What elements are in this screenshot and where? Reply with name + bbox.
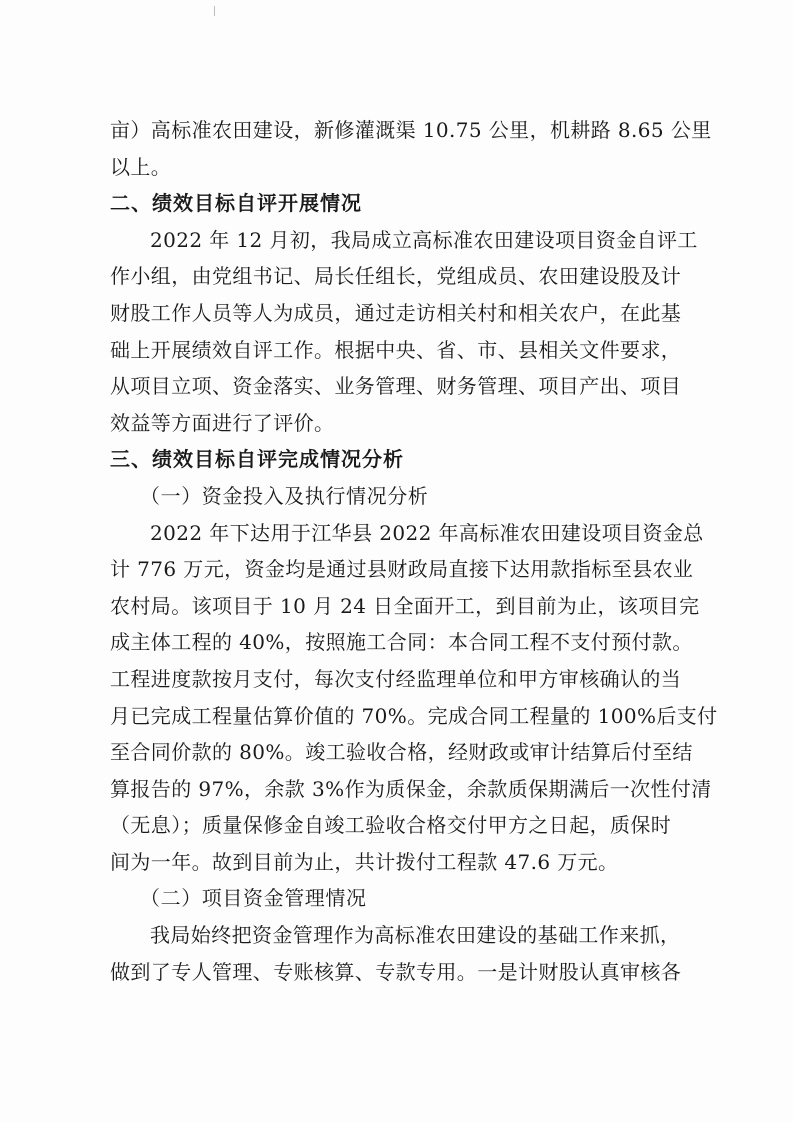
paragraph-funding-analysis [110, 515, 718, 881]
text-line: 农村局。该项目于 10 月 24 日全面开工，到目前为止，该项目完 [110, 593, 700, 618]
text-line: 计 776 万元，资金均是通过县财政局直接下达用款指标至县农业 [110, 557, 694, 582]
text-line: 2022 年 12 月初，我局成立高标准农田建设项目资金自评工 [150, 227, 698, 252]
text-line: 础上开展绩效自评工作。根据中央、省、市、县相关文件要求， [110, 337, 682, 362]
text-line: 月已完成工程量估算价值的 70%。完成合同工程量的 100%后支付 [110, 703, 718, 728]
text-line: （无息）；质量保修金自竣工验收合格交付甲方之日起，质保时 [110, 813, 672, 838]
text-line: 亩）高标准农田建设，新修灌溉渠 10.75 公里，机耕路 8.65 公里 [110, 118, 712, 142]
text-line: 我局始终把资金管理作为高标准农田建设的基础工作来抓， [150, 923, 681, 948]
text-line: 以上。 [110, 154, 172, 179]
text-line: 效益等方面进行了评价。 [110, 410, 335, 435]
scan-mark [214, 6, 215, 16]
text-line: 财股工作人员等人为成员，通过走访相关村和相关农户，在此基 [110, 300, 682, 325]
section-heading-3: 三、绩效目标自评完成情况分析 [110, 447, 404, 472]
text-line: 至合同价款的 80%。竣工验收合格，经财政或审计结算后付至结 [110, 740, 693, 765]
text-line: 做到了专人管理、专账核算、专款专用。一是计财股认真审核各 [110, 959, 682, 984]
text-line: 2022 年下达用于江华县 2022 年高标准农田建设项目资金总 [150, 520, 704, 545]
text-line: 从项目立项、资金落实、业务管理、财务管理、项目产出、项目 [110, 374, 682, 399]
document-body [110, 112, 718, 990]
paragraph-self-evaluation [110, 222, 698, 442]
section-heading-2: 二、绩效目标自评开展情况 [110, 191, 362, 216]
text-line: 工程进度款按月支付，每次支付经监理单位和甲方审核确认的当 [110, 666, 682, 691]
subsection-heading-2: （二）项目资金管理情况 [140, 886, 367, 911]
paragraph-fund-management [110, 917, 680, 990]
paragraph-continuation [110, 112, 712, 185]
text-line: 作小组，由党组书记、局长任组长，党组成员、农田建设股及计 [110, 264, 682, 289]
subsection-heading-1: （一）资金投入及执行情况分析 [140, 483, 429, 508]
text-line: 间为一年。故到目前为止，共计拨付工程款 47.6 万元。 [110, 849, 619, 874]
text-line: 算报告的 97%，余款 3%作为质保金，余款质保期满后一次性付清 [110, 776, 712, 801]
text-line: 成主体工程的 40%，按照施工合同：本合同工程不支付预付款。 [110, 630, 693, 655]
